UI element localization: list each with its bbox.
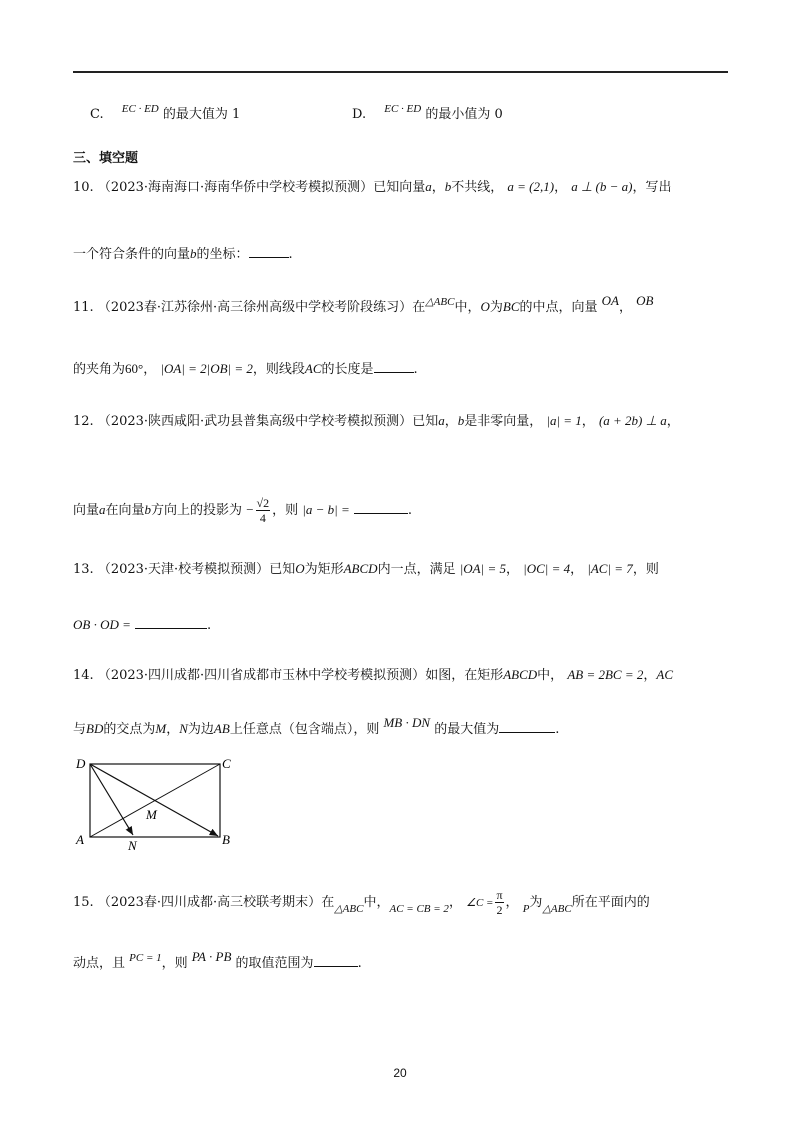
- text: 不共线，: [451, 180, 504, 195]
- text: 为: [489, 300, 503, 315]
- segment-ac: AC: [304, 361, 322, 376]
- question-number: 15.: [73, 895, 94, 910]
- magnitude-a: |a| = 1: [546, 413, 582, 428]
- point-o: O: [295, 561, 305, 576]
- rectangle-abcd: ABCD: [343, 561, 378, 576]
- dot-product-expression: MB · DN: [383, 715, 431, 730]
- text: 的夹角为: [73, 362, 126, 377]
- option-c-text: 的最大值为 1: [162, 107, 241, 122]
- segment-ac: AC: [656, 667, 673, 682]
- triangle-abc: △ABC: [425, 296, 455, 308]
- question-12-line-2: [73, 490, 412, 530]
- text: ，则: [632, 562, 659, 577]
- vector-oa: OA: [601, 293, 619, 308]
- question-10-line-1: [73, 178, 672, 197]
- triangle-abc: △ABC: [334, 903, 364, 915]
- text: 与: [73, 722, 87, 737]
- text: .: [207, 618, 212, 633]
- section-heading: 三、填空题: [73, 151, 139, 166]
- point-m: M: [155, 721, 167, 736]
- text: 方向上的投影为: [151, 503, 243, 518]
- segment-ab: AB: [213, 721, 230, 736]
- rectangle-abcd: ABCD: [503, 667, 538, 682]
- text: 的最大值为: [434, 722, 500, 737]
- question-13-line-2: [73, 616, 211, 635]
- label-b: B: [222, 832, 230, 847]
- text: 的交点为: [103, 722, 156, 737]
- text: 已知: [412, 414, 439, 429]
- question-10-line-2: [73, 245, 293, 264]
- text: ，: [581, 414, 595, 429]
- text: .: [413, 362, 418, 377]
- text: 内一点，满足: [377, 562, 456, 577]
- label-m: M: [146, 807, 157, 822]
- minus-sign: −: [246, 502, 254, 517]
- text: ，: [643, 668, 657, 683]
- text: 已知: [269, 562, 296, 577]
- vector-b: b: [190, 246, 197, 261]
- option-c-label: C.: [90, 107, 104, 122]
- text: 动点，且: [73, 956, 126, 971]
- label-d: D: [76, 756, 86, 771]
- label-a: A: [76, 832, 84, 847]
- question-source: （2023·海南海口·海南华侨中学校考模拟预测）: [97, 180, 374, 195]
- label-n: N: [128, 838, 137, 852]
- magnitude-ac: |AC| = 7: [587, 561, 633, 576]
- question-13-line-1: [73, 560, 659, 579]
- question-number: 10.: [73, 180, 94, 195]
- text: ，: [431, 180, 445, 195]
- text: 如图，在矩形: [425, 668, 504, 683]
- question-number: 12.: [73, 414, 94, 429]
- question-11-line-2: [73, 360, 418, 379]
- question-14-line-2: [73, 715, 560, 739]
- point-o: O: [480, 299, 490, 314]
- dot-product-expression: PA · PB: [191, 949, 232, 964]
- text: ，则: [272, 503, 299, 518]
- question-11-line-1: [73, 293, 654, 317]
- triangle-abc: △ABC: [542, 903, 572, 915]
- option-d-label: D.: [352, 107, 367, 122]
- option-d-text: 的最小值为 0: [425, 107, 503, 122]
- projection-fraction: [256, 496, 271, 525]
- text: ，: [448, 895, 462, 910]
- text: 的中点，向量: [519, 300, 598, 315]
- magnitude-condition: |OA| = 2|OB| = 2: [160, 361, 253, 376]
- text: ，: [666, 414, 680, 429]
- text: 的取值范围为: [235, 956, 314, 971]
- condition-perpendicular: (a + 2b) ⊥ a: [598, 413, 667, 428]
- point-p: P: [522, 903, 530, 915]
- option-d: [352, 103, 503, 124]
- text: ，: [505, 895, 519, 910]
- question-source: （2023·四川成都·四川省成都市玉林中学校考模拟预测）: [97, 668, 426, 683]
- text: ，: [619, 300, 633, 315]
- text: ，: [505, 562, 519, 577]
- angle-c: ∠C =: [466, 897, 494, 909]
- text: 为矩形: [304, 562, 344, 577]
- question-number: 13.: [73, 562, 94, 577]
- text: 在: [321, 895, 335, 910]
- question-12-line-1: [73, 412, 680, 431]
- answer-blank[interactable]: [354, 501, 408, 514]
- text: .: [288, 247, 293, 262]
- text: 中，: [363, 895, 390, 910]
- text: ，写出: [632, 180, 672, 195]
- text: ，: [444, 414, 458, 429]
- dot-product-expression: OB · OD =: [73, 617, 131, 632]
- segment-bc: BC: [502, 299, 520, 314]
- text: .: [357, 956, 362, 971]
- option-c: [90, 103, 241, 124]
- text: 为: [529, 895, 543, 910]
- answer-blank[interactable]: [374, 360, 414, 373]
- text: 向量: [73, 503, 100, 518]
- answer-blank[interactable]: [314, 954, 358, 967]
- text: 中，: [537, 668, 564, 683]
- vector-a: a: [99, 502, 106, 517]
- vector-db: [90, 764, 218, 836]
- segment-bd: BD: [86, 721, 104, 736]
- text: .: [555, 722, 560, 737]
- vector-ob: OB: [636, 293, 654, 308]
- question-number: 11.: [73, 300, 94, 315]
- text: 中，: [454, 300, 481, 315]
- angle-fraction: [495, 888, 503, 917]
- text: 在向量: [105, 503, 145, 518]
- question-number: 14.: [73, 668, 94, 683]
- vector-dn: [90, 764, 133, 835]
- angle-value: 60°: [125, 361, 144, 376]
- magnitude-oc: |OC| = 4: [523, 561, 571, 576]
- text: ，则线段: [252, 362, 305, 377]
- label-c: C: [222, 756, 231, 771]
- vector-a: a: [425, 179, 432, 194]
- fraction-numerator: √2: [256, 496, 270, 510]
- difference-magnitude: |a − b| =: [302, 502, 350, 517]
- condition-a-value: a = (2,1): [507, 179, 555, 194]
- text: 上任意点（包含端点），则: [229, 722, 380, 737]
- text: 所在平面内的: [571, 895, 650, 910]
- fraction-numerator: π: [496, 888, 503, 902]
- point-n: N: [179, 721, 188, 736]
- question-source: （2023春·四川成都·高三校联考期末）: [97, 895, 322, 910]
- page-number: 20: [393, 1066, 407, 1080]
- text: 的长度是: [321, 362, 374, 377]
- distance-condition: PC = 1: [129, 952, 162, 964]
- text: ，: [166, 722, 180, 737]
- side-condition: AB = 2BC = 2: [567, 667, 644, 682]
- header-rule: [73, 71, 728, 73]
- condition-perpendicular: a ⊥ (b − a): [571, 179, 633, 194]
- text: 的坐标：: [196, 247, 249, 262]
- option-c-expression: EC · ED: [121, 103, 159, 115]
- text: 是非零向量，: [464, 414, 543, 429]
- question-15-line-2: [73, 949, 362, 973]
- text: 为边: [187, 722, 214, 737]
- magnitude-oa: |OA| = 5: [459, 561, 506, 576]
- text: 已知向量: [373, 180, 426, 195]
- vector-a: a: [438, 413, 445, 428]
- rectangle-figure: [70, 752, 240, 852]
- question-source: （2023·陕西咸阳·武功县普集高级中学校考模拟预测）: [97, 414, 413, 429]
- text: 一个符合条件的向量: [73, 247, 191, 262]
- text: ，: [570, 562, 584, 577]
- side-condition: AC = CB = 2: [389, 903, 449, 915]
- fraction-denominator: 4: [259, 511, 266, 525]
- option-d-expression: EC · ED: [384, 103, 422, 115]
- question-source: （2023·天津·校考模拟预测）: [97, 562, 270, 577]
- vector-b: b: [444, 179, 452, 194]
- text: .: [407, 503, 413, 518]
- vector-b: b: [144, 502, 152, 517]
- question-source: （2023春·江苏徐州·高三徐州高级中学校考阶段练习）: [97, 300, 413, 315]
- text: 在: [412, 300, 426, 315]
- fraction-denominator: 2: [496, 903, 503, 917]
- answer-blank[interactable]: [249, 245, 289, 258]
- question-14-line-1: [73, 666, 673, 685]
- answer-blank[interactable]: [499, 720, 555, 733]
- text: ，则: [161, 956, 188, 971]
- text: ，: [554, 180, 568, 195]
- answer-blank[interactable]: [135, 616, 207, 629]
- text: ，: [143, 362, 157, 377]
- vector-b: b: [457, 413, 465, 428]
- question-15-line-1: [73, 888, 650, 918]
